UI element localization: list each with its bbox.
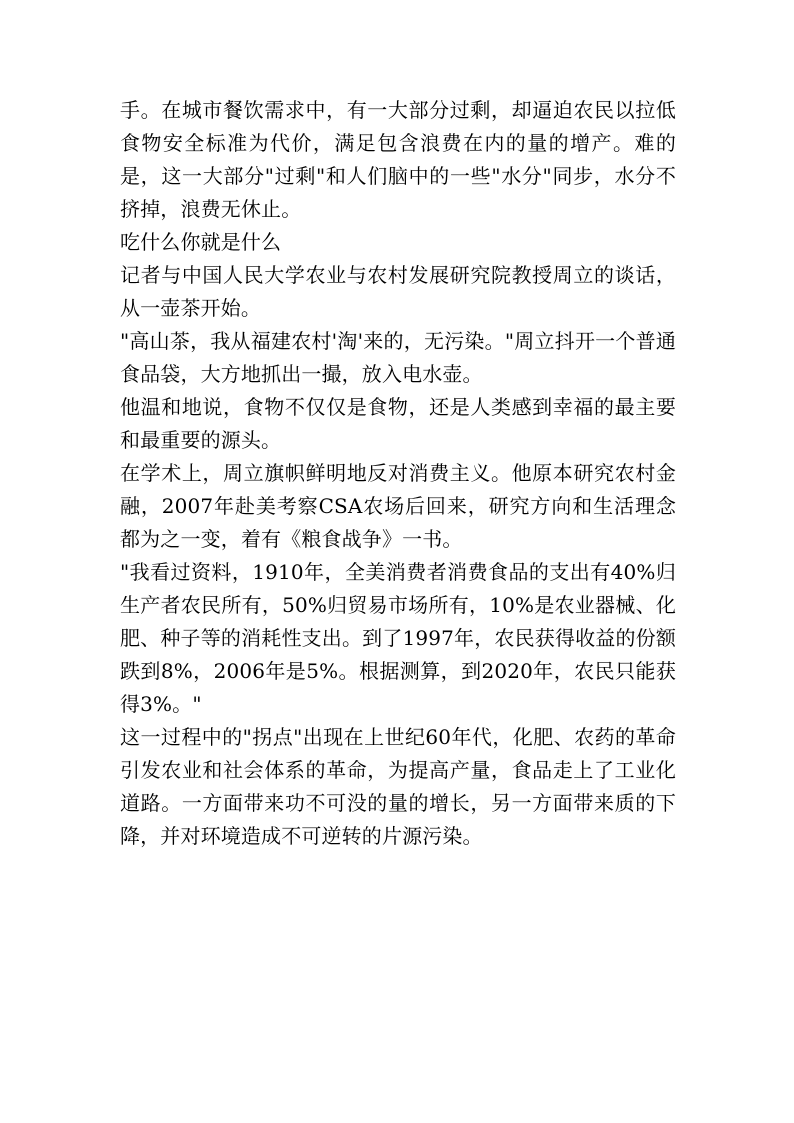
paragraph-academic: 在学术上，周立旗帜鲜明地反对消费主义。他原本研究农村金融，2007年赴美考察CSA农场后回来，研究方向和生活理念都为之一变，着有《粮食战争》一书。 [120,461,676,551]
paragraph-turning-point: 这一过程中的"拐点"出现在上世纪60年代，化肥、农药的革命引发农业和社会体系的革命，为提高产量，食品走上了工业化道路。一方面带来功不可没的量的增长，另一方面带来质的下降，并对环境造成不可逆转的片源污染。 [120,725,676,848]
paragraph-intro: 记者与中国人民大学农业与农村发展研究院教授周立的谈话，从一壶茶开始。 [120,263,676,320]
paragraph-statistics-quote: "我看过资料，1910年，全美消费者消费食品的支出有40%归生产者农民所有，50%归贸易市场所有，10%是农业器械、化肥、种子等的消耗性支出。到了1997年，农民获得收益的份额跌到8%，2006年是5%。根据测算，到2020年，农民只能获得3%。" [120,560,676,716]
paragraph-continuation: 手。在城市餐饮需求中，有一大部分过剩，却逼迫农民以拉低食物安全标准为代价，满足包含浪费在内的量的增产。难的是，这一大部分"过剩"和人们脑中的一些"水分"同步，水分不挤掉，浪费无休止。 [120,98,676,221]
paragraph-happiness: 他温和地说，食物不仅仅是食物，还是人类感到幸福的最主要和最重要的源头。 [120,395,676,452]
article-body [120,94,676,853]
section-heading: 吃什么你就是什么 [120,230,282,254]
paragraph-tea-quote: "高山茶，我从福建农村'淘'来的，无污染。"周立抖开一个普通食品袋，大方地抓出一撮，放入电水壶。 [120,329,676,386]
